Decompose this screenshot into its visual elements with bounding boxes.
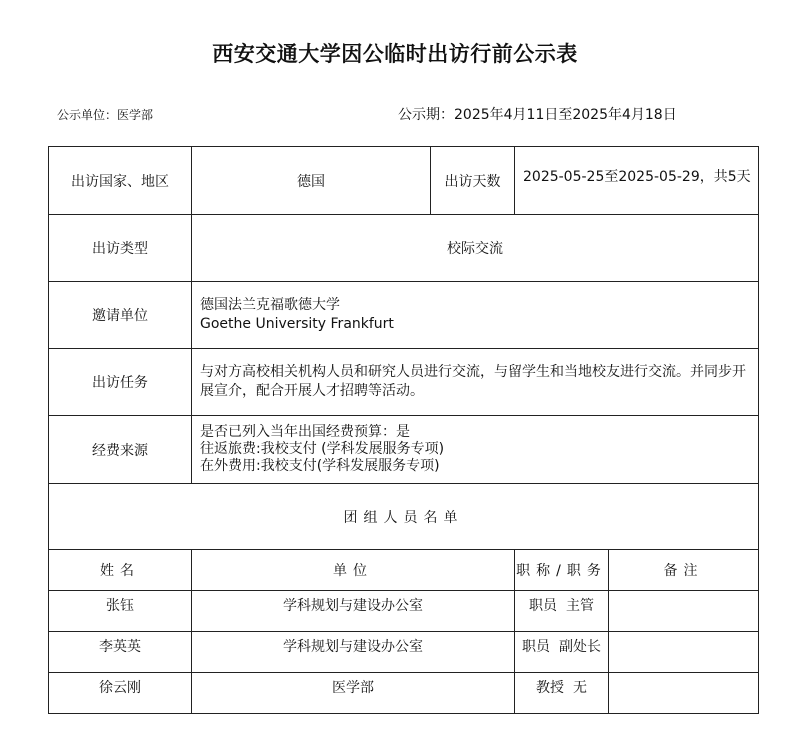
days-label: 出访天数 (431, 147, 515, 215)
inviter-cn: 德国法兰克福歌德大学 (200, 297, 340, 313)
member-position: 职员 副处长 (515, 632, 609, 673)
days-value: 2025-05-25至2025-05-29，共5天 (515, 147, 759, 215)
member-unit: 医学部 (192, 673, 515, 714)
country-label: 出访国家、地区 (49, 147, 192, 215)
member-name: 李英英 (49, 632, 192, 673)
task-value: 与对方高校相关机构人员和研究人员进行交流，与留学生和当地校友进行交流。并同步开展宣介，配合开展人才招聘等活动。 (192, 349, 759, 416)
member-position: 教授 无 (515, 673, 609, 714)
member-name: 张钰 (49, 591, 192, 632)
inviter-value (192, 282, 759, 349)
roster-title: 团组人员名单 (49, 484, 759, 550)
table-row (49, 591, 759, 632)
inviter-en: Goethe University Frankfurt (200, 316, 394, 332)
country-value: 德国 (192, 147, 431, 215)
funding-travel: 往返旅费:我校支付 (学科发展服务专项) (200, 441, 445, 457)
table-row (49, 632, 759, 673)
member-position: 职员 主管 (515, 591, 609, 632)
publish-period: 公示期：2025年4月11日至2025年4月18日 (398, 107, 677, 123)
member-unit: 学科规划与建设办公室 (192, 591, 515, 632)
header-name: 姓名 (49, 550, 192, 591)
header-unit: 单位 (192, 550, 515, 591)
member-unit: 学科规划与建设办公室 (192, 632, 515, 673)
funding-abroad: 在外费用:我校支付(学科发展服务专项) (200, 458, 440, 474)
task-label: 出访任务 (49, 349, 192, 416)
member-name: 徐云刚 (49, 673, 192, 714)
inviter-label: 邀请单位 (49, 282, 192, 349)
header-note: 备注 (609, 550, 759, 591)
publish-unit: 公示单位：医学部 (57, 108, 154, 122)
announcement-table (48, 146, 759, 714)
member-note (609, 673, 759, 714)
member-note (609, 632, 759, 673)
type-value: 校际交流 (192, 215, 759, 282)
funding-budget: 是否已列入当年出国经费预算：是 (200, 424, 410, 440)
funding-value (192, 416, 759, 484)
header-position: 职称/职务 (515, 550, 609, 591)
funding-label: 经费来源 (49, 416, 192, 484)
type-label: 出访类型 (49, 215, 192, 282)
page-title: 西安交通大学因公临时出访行前公示表 (212, 42, 578, 66)
table-row (49, 673, 759, 714)
member-note (609, 591, 759, 632)
